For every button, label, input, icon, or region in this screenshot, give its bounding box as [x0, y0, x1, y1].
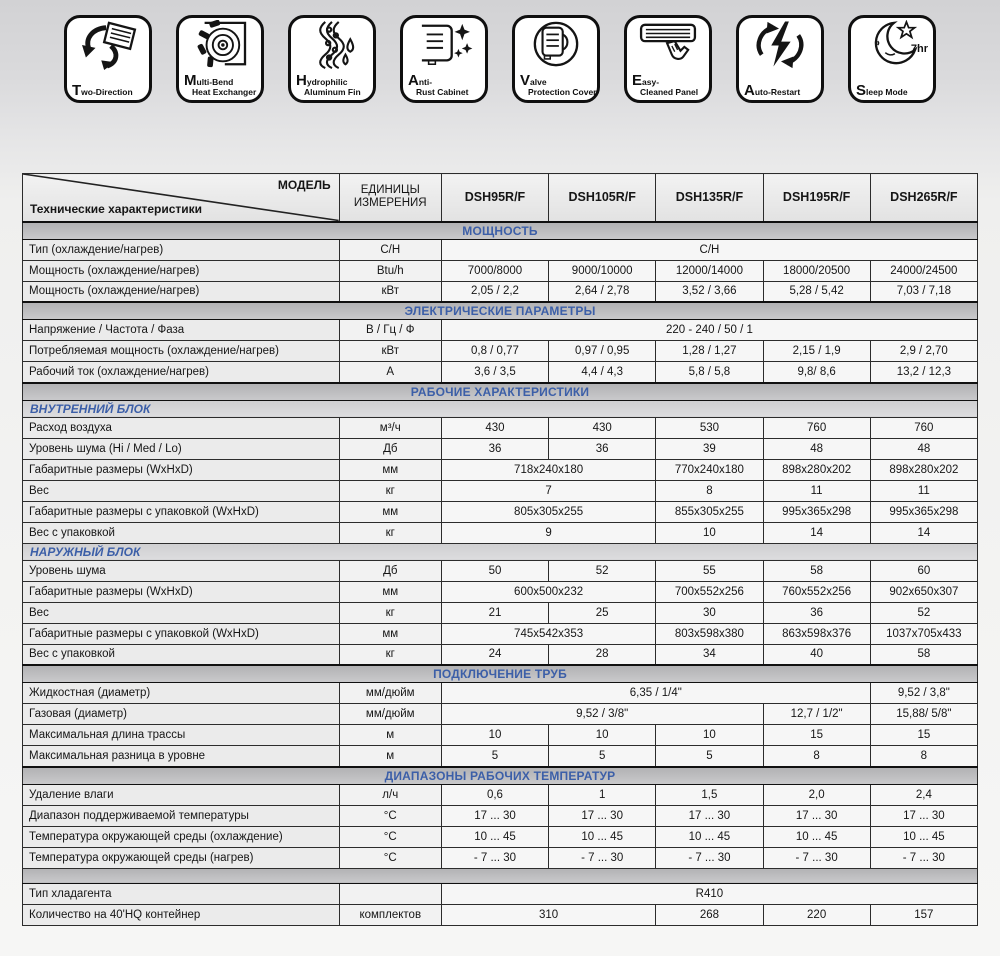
spec-label: Максимальная длина трассы	[23, 725, 340, 746]
spec-label: Мощность (охлаждение/нагрев)	[23, 260, 340, 281]
spec-value: 3,6 / 3,5	[441, 362, 548, 383]
spec-value: 902x650x307	[870, 581, 977, 602]
spec-value: 17 ... 30	[870, 805, 977, 826]
model-tech-header-cell	[23, 174, 340, 222]
model-header: DSH95R/F	[441, 174, 548, 222]
spec-label: Расход воздуха	[23, 417, 340, 438]
spec-label: Напряжение / Частота / Фаза	[23, 320, 340, 341]
spec-unit: кВт	[339, 341, 441, 362]
spec-row	[23, 320, 978, 341]
spec-unit	[339, 883, 441, 904]
spec-value: 40	[763, 644, 870, 665]
spec-value: 718x240x180	[441, 459, 655, 480]
feature-label: Auto-Restart	[744, 81, 801, 99]
spec-value: 58	[870, 644, 977, 665]
spec-unit: л/ч	[339, 784, 441, 805]
model-header: DSH195R/F	[763, 174, 870, 222]
subsection-row	[23, 400, 978, 417]
spec-label: Уровень шума (Hi / Med / Lo)	[23, 438, 340, 459]
spec-value: 10	[656, 522, 763, 543]
spec-value: 34	[656, 644, 763, 665]
spec-row	[23, 260, 978, 281]
spec-value: 10	[656, 725, 763, 746]
spec-value: 60	[870, 560, 977, 581]
feature-label: Anti- Rust Cabinet	[408, 72, 469, 97]
spec-value: 9,52 / 3,8"	[870, 683, 977, 704]
spec-value: 10 ... 45	[870, 826, 977, 847]
spec-value: 18000/20500	[763, 260, 870, 281]
spec-unit: мм	[339, 623, 441, 644]
spec-value: 2,64 / 2,78	[549, 281, 656, 302]
model-header: DSH265R/F	[870, 174, 977, 222]
spec-label: Вес с упаковкой	[23, 522, 340, 543]
spec-value: 10	[441, 725, 548, 746]
spec-value: 803x598x380	[656, 623, 763, 644]
spec-label: Тип (охлаждение/нагрев)	[23, 239, 340, 260]
spec-value: 17 ... 30	[549, 805, 656, 826]
spec-value: 7,03 / 7,18	[870, 281, 977, 302]
feature-label: Two-Direction	[72, 81, 133, 99]
spec-value: 10	[549, 725, 656, 746]
spec-row	[23, 438, 978, 459]
spec-value: 39	[656, 438, 763, 459]
spec-row	[23, 522, 978, 543]
spec-value: R410	[441, 883, 977, 904]
spec-value: 995x365x298	[870, 501, 977, 522]
spec-value: 770x240x180	[656, 459, 763, 480]
spec-row	[23, 581, 978, 602]
spec-value: 855x305x255	[656, 501, 763, 522]
spec-value: 2,9 / 2,70	[870, 341, 977, 362]
spec-value: 8	[870, 746, 977, 767]
model-header: DSH105R/F	[549, 174, 656, 222]
spec-value: С/Н	[441, 239, 977, 260]
feature-valve-protection	[512, 15, 600, 103]
spec-value: 17 ... 30	[656, 805, 763, 826]
section-title: ДИАПАЗОНЫ РАБОЧИХ ТЕМПЕРАТУР	[23, 767, 978, 785]
spec-unit: С/Н	[339, 239, 441, 260]
tech-label: Технические характеристики	[30, 201, 203, 216]
spec-value: 9	[441, 522, 655, 543]
spec-label: Рабочий ток (охлаждение/нагрев)	[23, 362, 340, 383]
spec-label: Максимальная разница в уровне	[23, 746, 340, 767]
spec-value: 760	[763, 417, 870, 438]
spec-value: 24000/24500	[870, 260, 977, 281]
spec-value: - 7 ... 30	[441, 847, 548, 868]
feature-multi-bend	[176, 15, 264, 103]
spec-row	[23, 623, 978, 644]
spec-value: 9,8/ 8,6	[763, 362, 870, 383]
spec-table-wrap	[22, 173, 978, 926]
spec-row	[23, 746, 978, 767]
section-title: РАБОЧИЕ ХАРАКТЕРИСТИКИ	[23, 383, 978, 401]
spec-value: 8	[656, 480, 763, 501]
spec-value: 28	[549, 644, 656, 665]
spec-row	[23, 459, 978, 480]
spec-value: 760x552x256	[763, 581, 870, 602]
spec-value: 15,88/ 5/8"	[870, 704, 977, 725]
spec-table	[22, 173, 978, 926]
spec-label: Габаритные размеры с упаковкой (WxHxD)	[23, 501, 340, 522]
spec-value: 10 ... 45	[656, 826, 763, 847]
spec-label: Габаритные размеры с упаковкой (WxHxD)	[23, 623, 340, 644]
spec-unit: мм	[339, 581, 441, 602]
spec-value: 3,52 / 3,66	[656, 281, 763, 302]
section-title: ПОДКЛЮЧЕНИЕ ТРУБ	[23, 665, 978, 683]
spec-value: 5,28 / 5,42	[763, 281, 870, 302]
spec-value: 7	[441, 480, 655, 501]
spec-value: 5	[441, 746, 548, 767]
spec-value: 2,0	[763, 784, 870, 805]
spec-unit: °С	[339, 847, 441, 868]
spec-value: 10 ... 45	[441, 826, 548, 847]
spec-label: Вес с упаковкой	[23, 644, 340, 665]
spec-label: Вес	[23, 480, 340, 501]
feature-hydrophilic	[288, 15, 376, 103]
spec-row	[23, 362, 978, 383]
spec-value: 157	[870, 904, 977, 925]
spec-value: 5	[549, 746, 656, 767]
spec-row	[23, 644, 978, 665]
two-direction-icon	[69, 20, 147, 70]
model-label: МОДЕЛЬ	[277, 178, 331, 192]
spec-value: 5,8 / 5,8	[656, 362, 763, 383]
subsection-title: ВНУТРЕННИЙ БЛОК	[23, 400, 978, 417]
valve-protection-icon	[517, 20, 595, 70]
subsection-row	[23, 543, 978, 560]
subsection-title: НАРУЖНЫЙ БЛОК	[23, 543, 978, 560]
spec-value: 24	[441, 644, 548, 665]
sleep-hours-badge: 7hr	[910, 43, 928, 55]
feature-label: Easy- Cleaned Panel	[632, 72, 699, 97]
spec-value: 220 - 240 / 50 / 1	[441, 320, 977, 341]
spec-unit: °С	[339, 805, 441, 826]
spec-label: Мощность (охлаждение/нагрев)	[23, 281, 340, 302]
spec-value: 6,35 / 1/4"	[441, 683, 870, 704]
spec-row	[23, 683, 978, 704]
spec-unit: Дб	[339, 560, 441, 581]
spec-unit: В / Гц / Ф	[339, 320, 441, 341]
spec-value: 2,15 / 1,9	[763, 341, 870, 362]
spec-value: 8	[763, 746, 870, 767]
spec-unit: кВт	[339, 281, 441, 302]
spec-row	[23, 501, 978, 522]
spec-value: 10 ... 45	[549, 826, 656, 847]
feature-label: Sleep Mode	[856, 81, 908, 99]
spec-label: Габаритные размеры (WxHxD)	[23, 581, 340, 602]
section-row	[23, 302, 978, 320]
spec-unit: мм	[339, 501, 441, 522]
spec-value: 10 ... 45	[763, 826, 870, 847]
spec-value: 17 ... 30	[441, 805, 548, 826]
spec-value: 12000/14000	[656, 260, 763, 281]
spec-row	[23, 805, 978, 826]
spec-label: Габаритные размеры (WxHxD)	[23, 459, 340, 480]
spec-value: 0,8 / 0,77	[441, 341, 548, 362]
feature-easy-cleaned	[624, 15, 712, 103]
spec-label: Газовая (диаметр)	[23, 704, 340, 725]
spec-value: 430	[549, 417, 656, 438]
spec-value: 21	[441, 602, 548, 623]
spec-label: Потребляемая мощность (охлаждение/нагрев)	[23, 341, 340, 362]
spec-label: Температура окружающей среды (охлаждение)	[23, 826, 340, 847]
spec-value: - 7 ... 30	[763, 847, 870, 868]
spec-value: 58	[763, 560, 870, 581]
spec-row	[23, 725, 978, 746]
spec-value: 13,2 / 12,3	[870, 362, 977, 383]
spec-value: 600x500x232	[441, 581, 655, 602]
spec-value: - 7 ... 30	[549, 847, 656, 868]
spec-value: 36	[441, 438, 548, 459]
spec-value: 15	[870, 725, 977, 746]
spec-unit: комплектов	[339, 904, 441, 925]
spec-value: 760	[870, 417, 977, 438]
spec-value: 11	[870, 480, 977, 501]
easy-cleaned-icon	[629, 20, 707, 70]
spec-value: 898x280x202	[870, 459, 977, 480]
spec-value: 14	[763, 522, 870, 543]
spec-unit: мм	[339, 459, 441, 480]
section-row	[23, 222, 978, 240]
spec-value: 9000/10000	[549, 260, 656, 281]
spec-value: 700x552x256	[656, 581, 763, 602]
spec-value: 7000/8000	[441, 260, 548, 281]
feature-label: Valve Protection Cover	[520, 72, 597, 97]
spec-value: 310	[441, 904, 655, 925]
spec-row	[23, 602, 978, 623]
multi-bend-icon	[181, 20, 259, 70]
spec-unit: Btu/h	[339, 260, 441, 281]
spec-value: 25	[549, 602, 656, 623]
spec-value: 745x542x353	[441, 623, 655, 644]
spec-label: Жидкостная (диаметр)	[23, 683, 340, 704]
spec-row	[23, 239, 978, 260]
spec-unit: кг	[339, 480, 441, 501]
spec-row	[23, 417, 978, 438]
spec-value: - 7 ... 30	[870, 847, 977, 868]
feature-sleep-mode	[848, 15, 936, 103]
spec-value: 1,28 / 1,27	[656, 341, 763, 362]
spec-row	[23, 480, 978, 501]
spec-row	[23, 847, 978, 868]
feature-label: Multi-Bend Heat Exchanger	[184, 72, 257, 97]
spec-value: 52	[870, 602, 977, 623]
feature-two-direction	[64, 15, 152, 103]
section-title: ЭЛЕКТРИЧЕСКИЕ ПАРАМЕТРЫ	[23, 302, 978, 320]
spec-value: 0,6	[441, 784, 548, 805]
spec-value: 5	[656, 746, 763, 767]
spec-value: 14	[870, 522, 977, 543]
spec-unit: °С	[339, 826, 441, 847]
spec-value: 17 ... 30	[763, 805, 870, 826]
spec-value: 1037x705x433	[870, 623, 977, 644]
hydrophilic-icon	[293, 20, 371, 70]
spec-unit: м³/ч	[339, 417, 441, 438]
spec-value: 1	[549, 784, 656, 805]
spec-value: 48	[870, 438, 977, 459]
spec-value: 995x365x298	[763, 501, 870, 522]
spec-label: Температура окружающей среды (нагрев)	[23, 847, 340, 868]
spec-unit: м	[339, 746, 441, 767]
spec-value: 9,52 / 3/8"	[441, 704, 763, 725]
spec-row	[23, 704, 978, 725]
spec-value: 530	[656, 417, 763, 438]
spec-row	[23, 904, 978, 925]
spec-unit: кг	[339, 522, 441, 543]
spec-label: Тип хладагента	[23, 883, 340, 904]
spec-value: 50	[441, 560, 548, 581]
spec-unit: А	[339, 362, 441, 383]
spec-value: 430	[441, 417, 548, 438]
spec-value: 1,5	[656, 784, 763, 805]
spec-row	[23, 826, 978, 847]
spec-row	[23, 281, 978, 302]
spec-unit: м	[339, 725, 441, 746]
spec-value: 11	[763, 480, 870, 501]
spec-row	[23, 784, 978, 805]
section-row	[23, 665, 978, 683]
spec-label: Диапазон поддерживаемой температуры	[23, 805, 340, 826]
spec-unit: кг	[339, 602, 441, 623]
spec-value: 48	[763, 438, 870, 459]
spec-label: Количество на 40'HQ контейнер	[23, 904, 340, 925]
spec-value: 36	[763, 602, 870, 623]
divider-bar	[23, 868, 978, 883]
table-header-row	[23, 174, 978, 222]
spec-value: 55	[656, 560, 763, 581]
spec-unit: кг	[339, 644, 441, 665]
spec-label: Уровень шума	[23, 560, 340, 581]
spec-value: 220	[763, 904, 870, 925]
section-row	[23, 383, 978, 401]
spec-value: 4,4 / 4,3	[549, 362, 656, 383]
section-title: МОЩНОСТЬ	[23, 222, 978, 240]
feature-icons	[0, 0, 1000, 103]
spec-unit: мм/дюйм	[339, 683, 441, 704]
spec-value: 30	[656, 602, 763, 623]
spec-label: Удаление влаги	[23, 784, 340, 805]
feature-anti-rust	[400, 15, 488, 103]
spec-value: 2,4	[870, 784, 977, 805]
spec-value: 2,05 / 2,2	[441, 281, 548, 302]
units-header: ЕДИНИЦЫ ИЗМЕРЕНИЯ	[339, 174, 441, 222]
spec-value: 0,97 / 0,95	[549, 341, 656, 362]
spec-value: 898x280x202	[763, 459, 870, 480]
spec-unit: Дб	[339, 438, 441, 459]
auto-restart-icon	[741, 20, 819, 70]
divider-row	[23, 868, 978, 883]
spec-value: 863x598x376	[763, 623, 870, 644]
spec-unit: мм/дюйм	[339, 704, 441, 725]
spec-label: Вес	[23, 602, 340, 623]
spec-row	[23, 883, 978, 904]
spec-value: 36	[549, 438, 656, 459]
spec-value: 268	[656, 904, 763, 925]
spec-value: - 7 ... 30	[656, 847, 763, 868]
spec-value: 52	[549, 560, 656, 581]
model-header: DSH135R/F	[656, 174, 763, 222]
anti-rust-icon	[405, 20, 483, 70]
spec-value: 15	[763, 725, 870, 746]
feature-auto-restart	[736, 15, 824, 103]
feature-label: Hydrophilic Aluminum Fin	[296, 72, 361, 97]
section-row	[23, 767, 978, 785]
spec-value: 805x305x255	[441, 501, 655, 522]
spec-row	[23, 560, 978, 581]
spec-value: 12,7 / 1/2"	[763, 704, 870, 725]
spec-table-body	[23, 222, 978, 926]
spec-row	[23, 341, 978, 362]
